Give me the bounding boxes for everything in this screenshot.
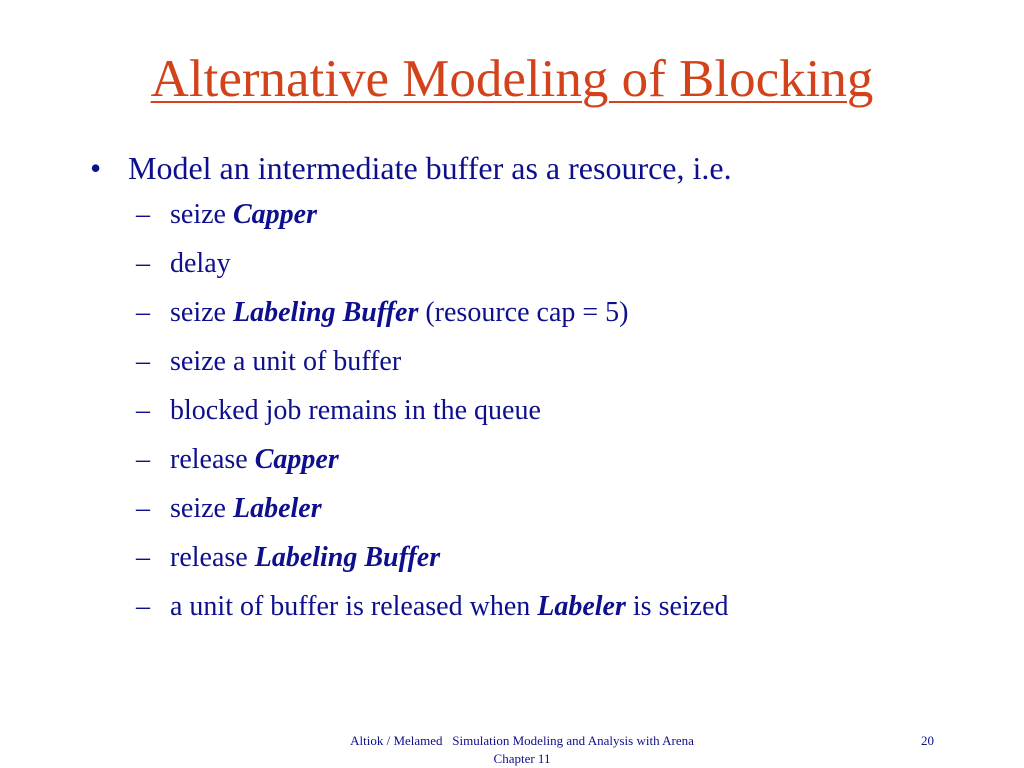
sub-item-emphasis: Capper xyxy=(254,444,339,475)
dash-icon: – xyxy=(136,199,150,230)
sub-item-seize-labeling-buffer xyxy=(136,296,990,330)
sub-item-text: seize Labeling Buffer (resource cap = 5) xyxy=(170,297,629,328)
footer-chapter: Chapter 11 xyxy=(493,751,551,766)
sub-item-emphasis: Labeling Buffer xyxy=(232,297,419,328)
sub-item-seize-capper xyxy=(136,198,990,232)
dash-icon: – xyxy=(136,542,150,573)
sub-item-emphasis: Capper xyxy=(232,199,317,230)
slide-content xyxy=(90,148,990,639)
sub-item-seize-unit xyxy=(136,345,990,379)
sub-item-blocked-job xyxy=(136,394,990,428)
sub-item-seize-labeler xyxy=(136,492,990,526)
sub-item-emphasis: Labeler xyxy=(232,493,322,524)
dash-icon: – xyxy=(136,248,150,279)
sub-item-release-labeling-buffer xyxy=(136,541,990,575)
sub-item-unit-released xyxy=(136,590,990,624)
page-number: 20 xyxy=(921,733,934,748)
slide-title: Alternative Modeling of Blocking xyxy=(150,50,874,108)
sub-item-text: seize a unit of buffer xyxy=(170,346,402,377)
sub-item-text: seize Capper xyxy=(170,199,317,230)
sub-item-emphasis: Labeling Buffer xyxy=(254,542,441,573)
sub-item-delay xyxy=(136,247,990,281)
sub-item-text: seize Labeler xyxy=(170,493,322,524)
footer-book-title: Altiok / Melamed Simulation Modeling and Analysis with Arena xyxy=(350,733,694,748)
dash-icon: – xyxy=(136,493,150,524)
sub-item-emphasis: Labeler xyxy=(537,591,626,622)
sub-item-text: delay xyxy=(170,248,231,279)
dash-icon: – xyxy=(136,444,150,475)
dash-icon: – xyxy=(136,591,150,622)
bullet-icon: • xyxy=(90,150,102,186)
sub-item-text: a unit of buffer is released when Labeler is seized xyxy=(170,591,729,622)
footer-text xyxy=(322,732,722,768)
bullet-item xyxy=(90,148,990,188)
sub-item-text: blocked job remains in the queue xyxy=(170,395,541,426)
sub-item-release-capper xyxy=(136,443,990,477)
sub-item-text: release Capper xyxy=(170,444,339,475)
sub-item-text: release Labeling Buffer xyxy=(170,542,441,573)
dash-icon: – xyxy=(136,395,150,426)
dash-icon: – xyxy=(136,297,150,328)
dash-icon: – xyxy=(136,346,150,377)
bullet-text: Model an intermediate buffer as a resource, i.e. xyxy=(128,150,732,186)
